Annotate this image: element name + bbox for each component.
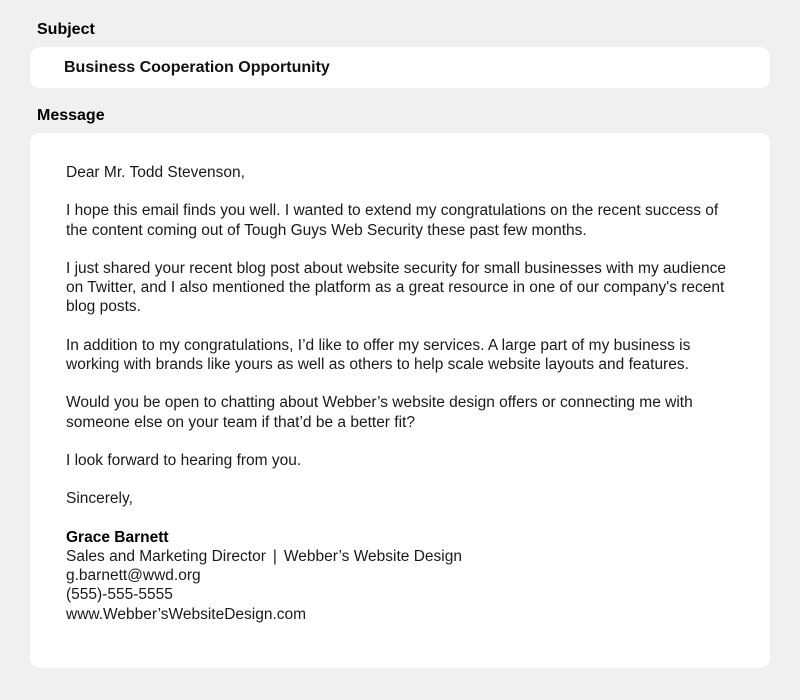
message-paragraph-5: I look forward to hearing from you. <box>66 451 302 469</box>
signature-separator: | <box>272 547 277 565</box>
signature-title-line <box>66 547 736 566</box>
signature-name: Grace Barnett <box>66 528 169 546</box>
signature-company: Webber’s Website Design <box>283 547 462 565</box>
message-paragraph-4: Would you be open to chatting about Webber’s website design offers or connecting me with someone else on your team if that’d be a better fit? <box>66 394 693 431</box>
message-paragraph-3: In addition to my congratulations, I’d like to offer my services. A large part of my business is working with brands like yours as well as others to help scale website layouts and features. <box>66 336 691 374</box>
message-greeting: Dear Mr. Todd Stevenson, <box>66 164 245 181</box>
subject-field[interactable] <box>30 47 770 88</box>
signature-block <box>66 528 736 624</box>
signature-website: www.Webber’sWebsiteDesign.com <box>66 605 307 623</box>
signature-title: Sales and Marketing Director <box>66 547 266 565</box>
message-paragraph-2: I just shared your recent blog post about website security for small businesses with my audience on Twitter, and I also mentioned the platform as a great resource in one of our company's recent blog posts. <box>66 259 726 316</box>
message-paragraph-1: I hope this email finds you well. I wanted to extend my congratulations on the recent success of the content coming out of Tough Guys Web Security these past few months. <box>66 202 719 239</box>
message-label: Message <box>37 107 105 124</box>
signature-email: g.barnett@wwd.org <box>66 567 201 585</box>
subject-label: Subject <box>37 21 95 38</box>
signature-phone: (555)-555-5555 <box>66 586 173 604</box>
message-body <box>66 163 736 624</box>
message-field[interactable] <box>30 133 770 668</box>
message-closing: Sincerely, <box>66 490 133 508</box>
subject-value: Business Cooperation Opportunity <box>64 58 330 76</box>
